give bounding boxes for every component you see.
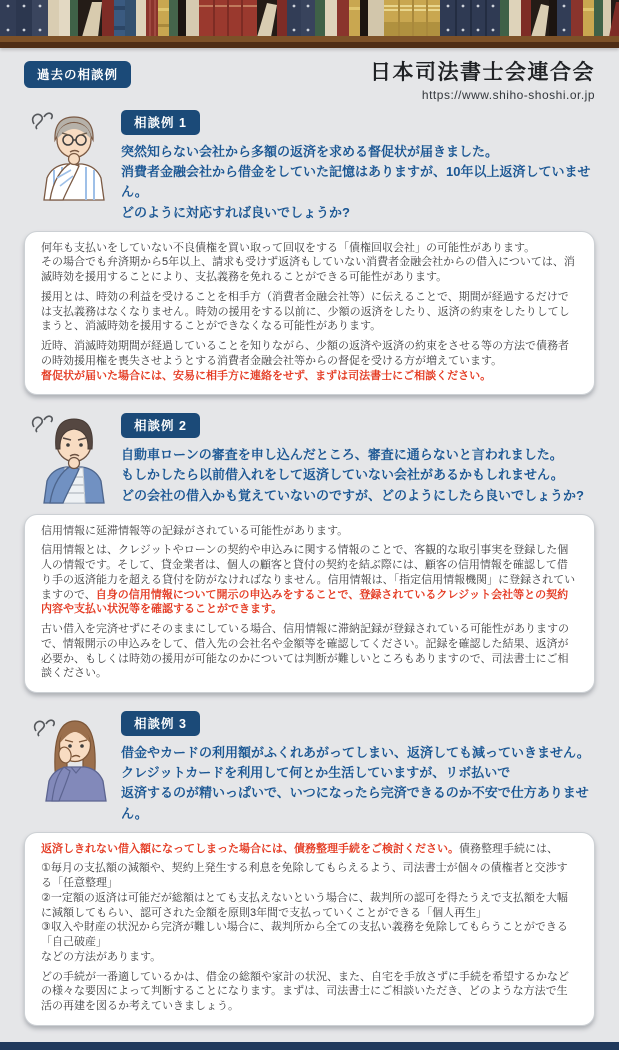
confusion-scribble-icon	[35, 720, 55, 736]
answer-text: 援用とは、時効の利益を受けることを相手方（消費者金融会社等）に伝えることで、期間が経過するだけでは支払義務はなくなりません。時効の援用をする以前に、少額の返済をしたり、返済の約束をしたりしてしまうと、消滅時効を援用することができなくなる可能性があります。	[41, 290, 570, 333]
question-line: 返済するのが精いっぱいで、いつになったら完済できるのか不安で仕方ありません。	[121, 785, 589, 821]
section-head	[24, 108, 595, 223]
case-badge-1: 相談例 1	[121, 110, 200, 135]
section-head-text	[121, 411, 595, 505]
org-block	[370, 61, 595, 102]
section-head	[24, 411, 595, 505]
page-tag-badge: 過去の相談例	[24, 61, 131, 88]
confusion-scribble-icon	[33, 113, 53, 129]
consultation-question-1	[121, 142, 595, 223]
confusion-scribble-icon	[33, 417, 53, 433]
page-content	[0, 48, 619, 1042]
consultation-section-2	[24, 411, 595, 693]
question-line: 消費者金融会社から借金をしていた記憶はありますが、10年以上返済していません。	[121, 164, 591, 200]
answer-paragraph	[41, 290, 578, 334]
page-header	[24, 61, 595, 102]
question-line: もしかしたら以前借入れをして返済していない会社があるかもしれません。	[121, 467, 564, 483]
consultation-section-3	[24, 709, 595, 1026]
answer-text: 債務整理手続には、	[459, 842, 558, 855]
answer-text: 信用情報とは、クレジットやローンの契約や申込みに関する情報のことで、客観的な取引事実を登録した個人の情報です。そして、貸金業者は、個人の顧客と貸付の契約を結ぶ際には、顧客の信用情報を確認して借り手の返済能力を超える貸付を防がなければなりません。信用情報は、「指定信用情報機関」に登録されていますので、	[41, 544, 576, 601]
answer-text: ②一定額の返済は可能だが総額はとても支払えないという場合に、裁判所の認可を得たうえで支払額を大幅に減額してもらい、認可された金額を原則3年間で支払っていくことができる「個人再生」	[41, 891, 568, 919]
answer-text: 何年も支払いをしていない不良債権を買い取って回収をする「債権回収会社」の可能性があります。	[41, 241, 536, 254]
thinking-elderly-man-illustration	[24, 108, 108, 200]
answer-highlight-text: 自身の信用情報について開示の申込みをすることで、登録されているクレジット会社等との契約内容や支払い状況等を確認することができます。	[41, 588, 569, 616]
question-line: どの会社の借入かも覚えていないのですが、どのようにしたら良いでしょうか?	[121, 487, 584, 503]
answer-text: 古い借入を完済せずにそのままにしている場合、信用情報に滞納記録が登録されている可能性がありますので、情報開示の申込みをして、借入先の会社名や金額等を確認してください。記録を確認した結果、返済が必要か、もしくは時効の援用が可能なのかについては判断が難しいところもありますので、司法書士にご相談ください。	[41, 623, 569, 680]
org-url: https://www.shiho-shoshi.or.jp	[421, 88, 595, 103]
answer-paragraph	[41, 241, 578, 285]
case-badge-2: 相談例 2	[121, 413, 200, 438]
org-title: 日本司法書士会連合会	[370, 61, 595, 84]
consultation-question-2	[121, 445, 595, 505]
question-line: クレジットカードを利用して何とか生活していますが、リボ払いで	[121, 765, 511, 781]
section-head-text	[121, 709, 595, 824]
thinking-young-man-illustration	[24, 411, 108, 503]
answer-paragraph	[41, 861, 578, 964]
answer-text: ①毎月の支払額の減額や、契約上発生する利息を免除してもらえるよう、司法書士が個々の債権者と交渉する「任意整理」	[41, 862, 568, 890]
answer-text: その場合でも弁済期から5年以上、請求も受けず返済もしていない消費者金融会社からの借入については、消滅時効を援用することにより、支払義務を免れることができる可能性があります。	[41, 256, 575, 284]
question-line: どのように対応すれば良いでしょうか?	[121, 204, 350, 220]
answer-paragraph	[41, 543, 578, 617]
answer-paragraph	[41, 524, 578, 539]
answer-paragraph	[41, 970, 578, 1014]
answer-text: などの方法があります。	[41, 950, 162, 963]
answer-paragraph	[41, 339, 578, 383]
answer-text: 近時、消滅時効期間が経過していることを知りながら、少額の返済や返済の約束をさせる等の方法で債務者の時効援用権を喪失させようとする消費者金融会社等からの督促を受ける方が増えています。	[41, 340, 569, 367]
consultation-question-3	[121, 743, 595, 824]
shelf-board	[0, 36, 619, 42]
books-group-3	[368, 0, 549, 37]
question-line: 突然知らない会社から多額の返済を求める督促状が届きました。	[121, 144, 499, 160]
section-head	[24, 709, 595, 824]
bookshelf-illustration	[0, 0, 619, 48]
bookshelf-band	[0, 0, 619, 48]
answer-text: 信用情報に延滞情報等の記録がされている可能性があります。	[41, 524, 349, 537]
case-badge-3: 相談例 3	[121, 711, 200, 736]
answer-paragraph	[41, 622, 578, 681]
section-head-text	[121, 108, 595, 223]
answer-text: どの手続が一番適しているかは、借金の総額や家計の状況、また、自宅を手放さずに手続を希望するかなどの様々な要因によって判断することになります。まずは、司法書士にご相談いただき、どのような方法で生活の再建を図るか考えていきましょう。	[41, 970, 569, 1012]
books-group-4	[557, 0, 619, 37]
answer-paragraph	[41, 842, 578, 857]
worried-woman-illustration	[24, 709, 108, 801]
answer-box-2	[24, 514, 595, 693]
question-line: 自動車ローンの審査を申し込んだところ、審査に通らないと言われました。	[121, 447, 563, 463]
answer-highlight-text: 返済しきれない借入額になってしまった場合には、債務整理手続をご検討ください。	[41, 842, 459, 855]
consultation-section-1	[24, 108, 595, 395]
footer-bar	[0, 1042, 619, 1050]
answer-box-3	[24, 832, 595, 1026]
answer-box-1	[24, 231, 595, 396]
answer-text: ③収入や財産の状況から完済が難しい場合に、裁判所から全ての支払い義務を免除してもらうことができる「自己破産」	[41, 921, 568, 949]
answer-highlight-text: 督促状が届いた場合には、安易に相手方に連絡をせず、まずは司法書士にご相談ください。	[41, 369, 492, 382]
question-line: 借金やカードの利用額がふくれあがってしまい、返済しても減っていきません。	[121, 745, 590, 761]
